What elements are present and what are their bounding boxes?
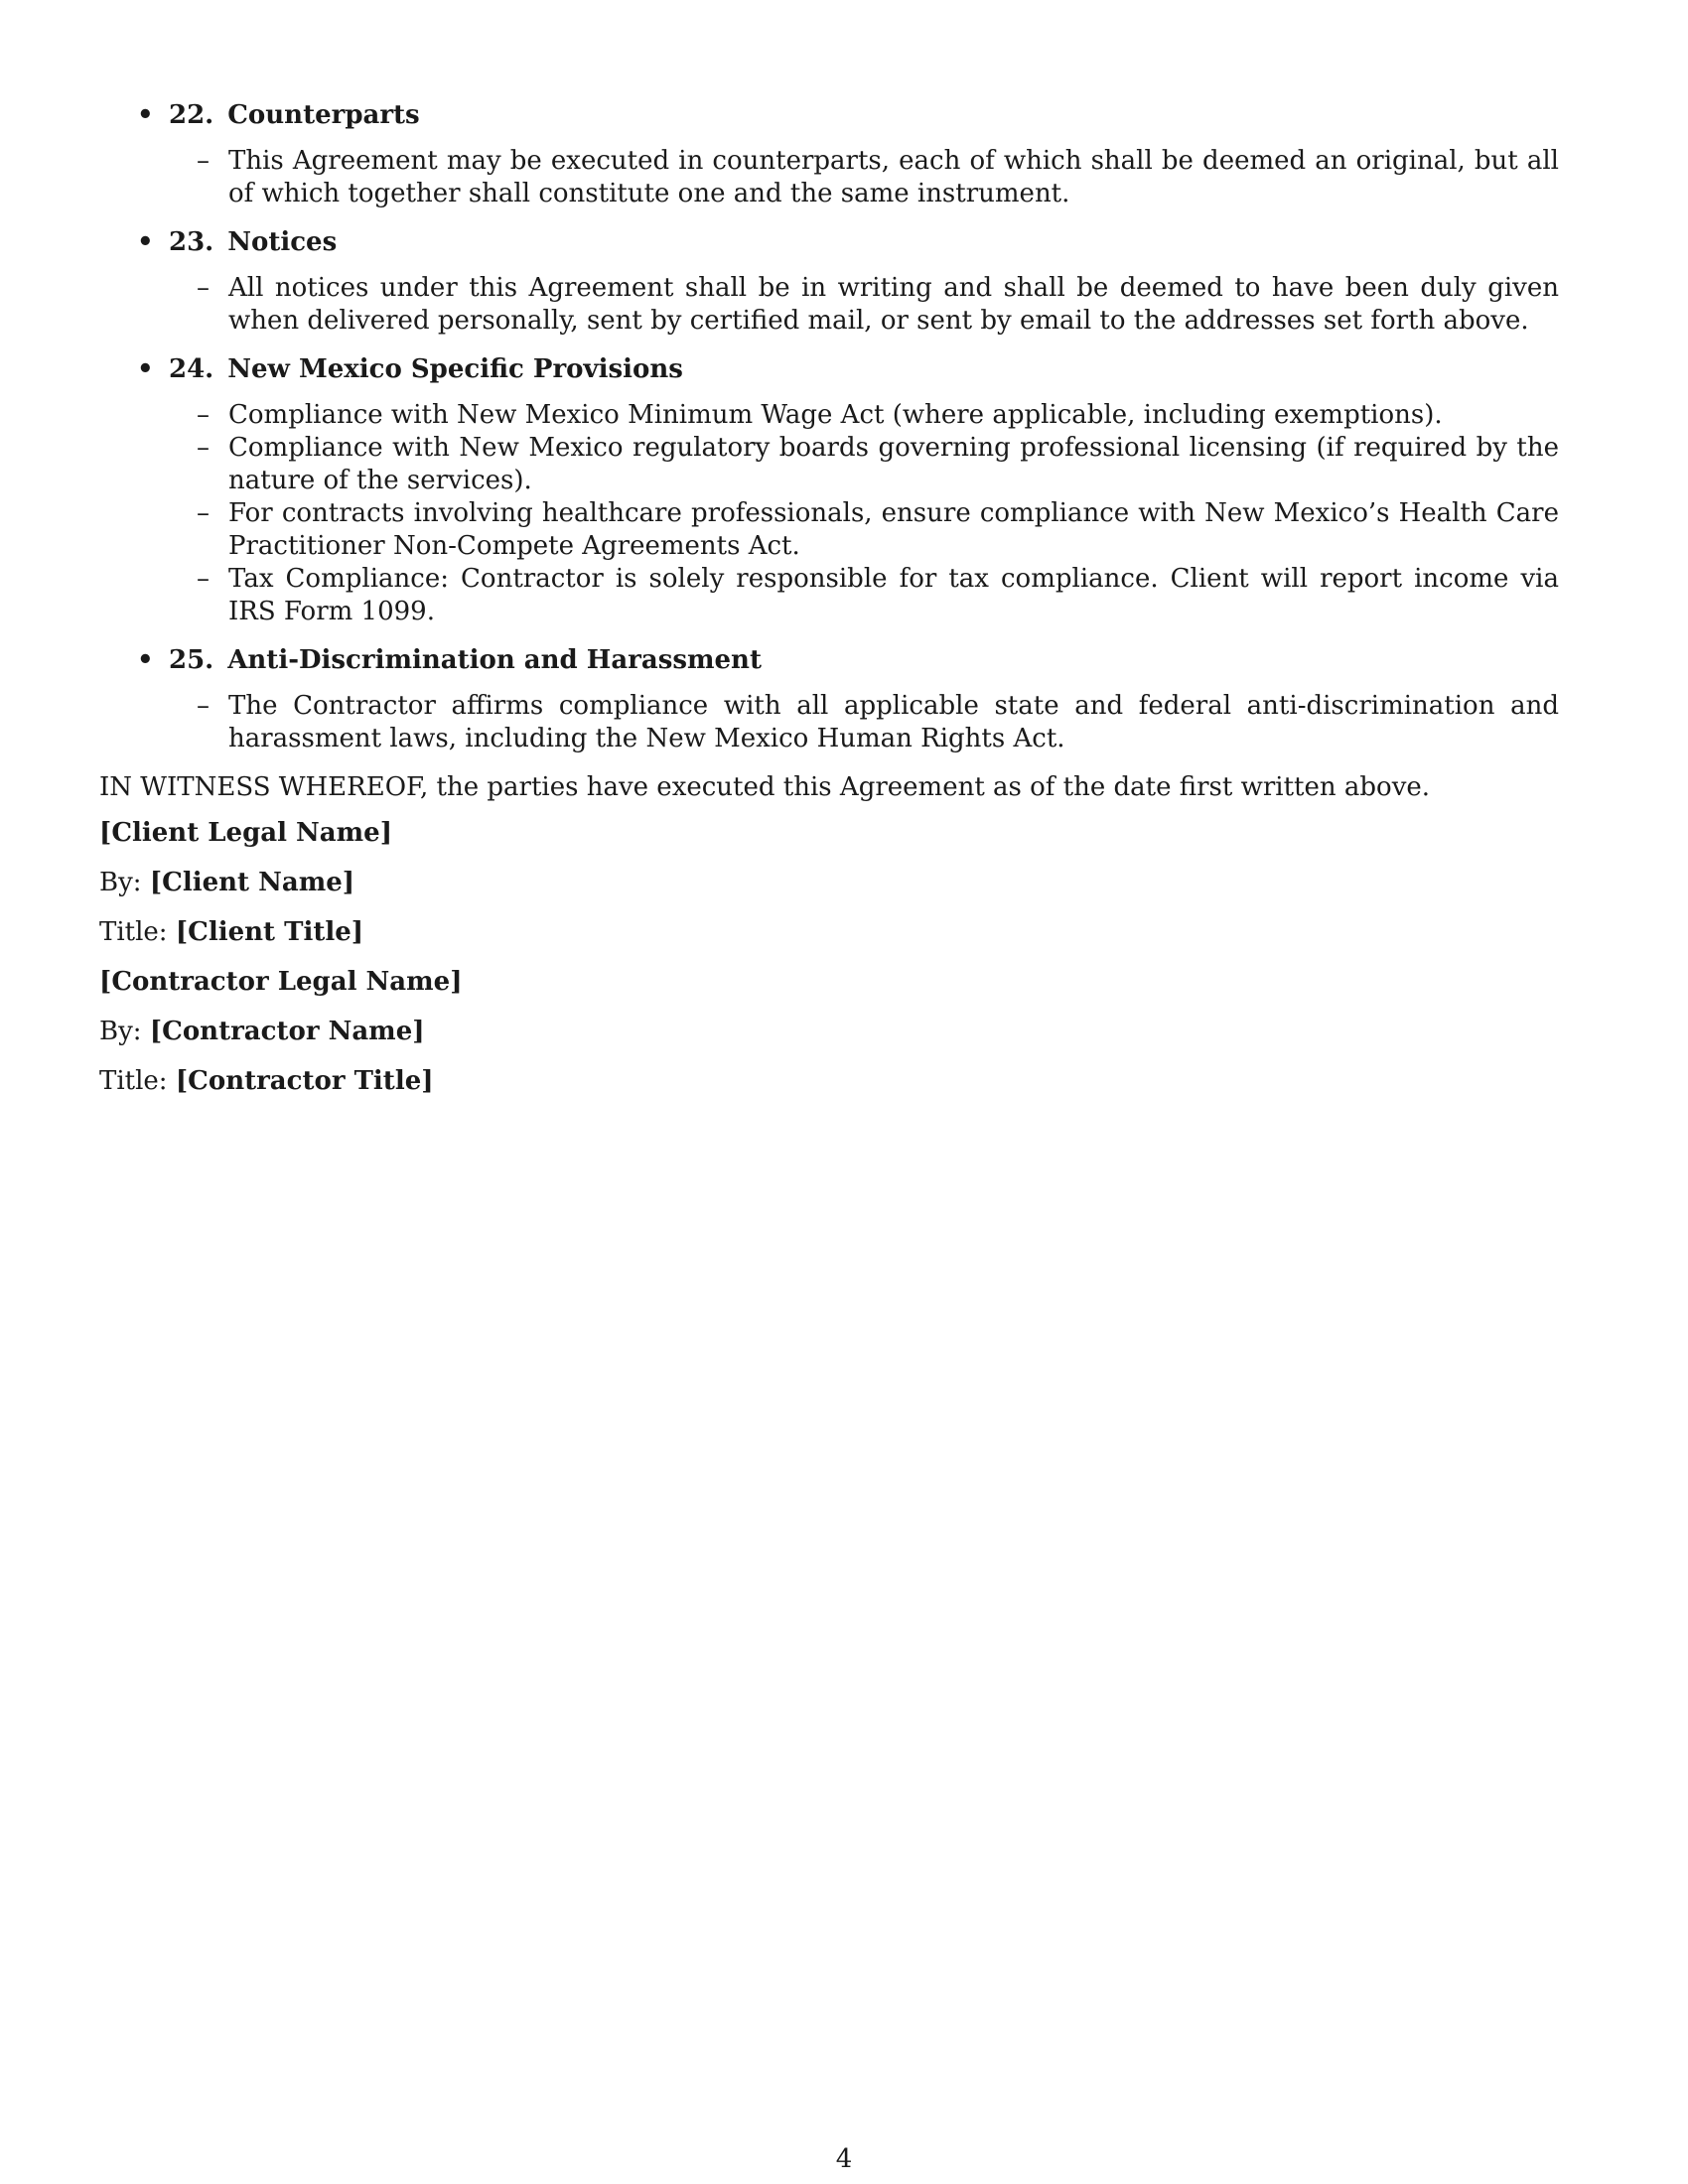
signature-block <box>99 813 1589 1111</box>
dash: – <box>197 498 210 528</box>
list-item <box>99 497 1559 563</box>
section-number: 22. <box>169 100 214 130</box>
item-text: Compliance with New Mexico regulatory boards governing professional licensing (if required by the nature of the services). <box>228 433 1559 495</box>
section-number: 24. <box>169 354 214 384</box>
item-text: Compliance with New Mexico Minimum Wage Act (where applicable, including exemptions). <box>228 400 1443 430</box>
item-text: Tax Compliance: Contractor is solely responsible for tax compliance. Client will report income via IRS Form 1099. <box>228 564 1559 626</box>
bracket-close: ] <box>342 868 355 897</box>
list-item <box>99 399 1559 432</box>
section-anti-discrimination <box>99 640 1589 755</box>
section-new-mexico-provisions <box>99 349 1589 628</box>
section-items <box>99 690 1589 755</box>
section-counterparts <box>99 95 1589 210</box>
section-items <box>99 145 1589 210</box>
dash: – <box>197 433 210 463</box>
item-text: This Agreement may be executed in counterparts, each of which shall be deemed an original, but all of which together shall constitute one and the same instrument. <box>228 146 1559 208</box>
bracket-open: [ <box>175 1066 189 1096</box>
client-by-line <box>99 863 1589 912</box>
list-item <box>99 432 1559 497</box>
section-notices <box>99 222 1589 338</box>
bracket-close: ] <box>421 1066 434 1096</box>
item-text: All notices under this Agreement shall be in writing and shall be deemed to have been duly given when delivered personally, sent by certified mail, or sent by email to the addresses set forth above. <box>228 273 1559 336</box>
dash: – <box>197 273 210 303</box>
client-title: Client Title <box>188 917 352 947</box>
client-legal-name: Client Legal Name <box>111 818 380 848</box>
bracket-open: [ <box>99 818 112 848</box>
contractor-by-line <box>99 1012 1589 1061</box>
dash: – <box>197 564 210 594</box>
client-name: Client Name <box>162 868 343 897</box>
contractor-legal-name: Contractor Legal Name <box>111 967 451 997</box>
item-text: The Contractor affirms compliance with all applicable state and federal anti-discrimination and harassment laws, including the New Mexico Human Rights Act. <box>228 691 1559 753</box>
section-heading <box>99 349 1589 389</box>
dash: – <box>197 400 210 430</box>
dash: – <box>197 146 210 176</box>
bullet: • <box>137 227 154 257</box>
contractor-name: Contractor Name <box>162 1017 413 1046</box>
list-item <box>99 563 1559 628</box>
document-page <box>99 95 1589 1111</box>
contractor-legal-name-line <box>99 962 1589 1012</box>
item-text: For contracts involving healthcare professionals, ensure compliance with New Mexico’s Health Care Practitioner Non-Compete Agreements Act. <box>228 498 1559 561</box>
list-item <box>99 690 1559 755</box>
title-label: Title: <box>99 917 168 947</box>
section-heading <box>99 95 1589 135</box>
section-heading <box>99 222 1589 262</box>
section-items <box>99 272 1589 338</box>
witness-paragraph: IN WITNESS WHEREOF, the parties have executed this Agreement as of the date first written above. <box>99 772 1431 802</box>
section-title: New Mexico Specific Provisions <box>227 354 683 384</box>
bullet: • <box>137 354 154 384</box>
bullet: • <box>137 100 154 130</box>
bracket-close: ] <box>412 1017 425 1046</box>
bracket-open: [ <box>149 1017 163 1046</box>
section-number: 23. <box>169 227 214 257</box>
section-title: Counterparts <box>227 100 420 130</box>
client-legal-name-line <box>99 813 1589 863</box>
section-title: Anti-Discrimination and Harassment <box>227 645 762 675</box>
list-item <box>99 272 1559 338</box>
title-label: Title: <box>99 1066 168 1096</box>
section-items <box>99 399 1589 628</box>
bracket-close: ] <box>379 818 393 848</box>
bullet: • <box>137 645 154 675</box>
bracket-open: [ <box>149 868 163 897</box>
bracket-close: ] <box>351 917 364 947</box>
bracket-open: [ <box>175 917 189 947</box>
contractor-title: Contractor Title <box>188 1066 422 1096</box>
list-item <box>99 145 1559 210</box>
page-number: 4 <box>835 2144 853 2174</box>
bracket-close: ] <box>450 967 463 997</box>
section-number: 25. <box>169 645 214 675</box>
section-heading <box>99 640 1589 680</box>
client-title-line <box>99 912 1589 962</box>
by-label: By: <box>99 1017 142 1046</box>
by-label: By: <box>99 868 142 897</box>
contractor-title-line <box>99 1061 1589 1111</box>
section-title: Notices <box>227 227 338 257</box>
dash: – <box>197 691 210 721</box>
bracket-open: [ <box>99 967 112 997</box>
